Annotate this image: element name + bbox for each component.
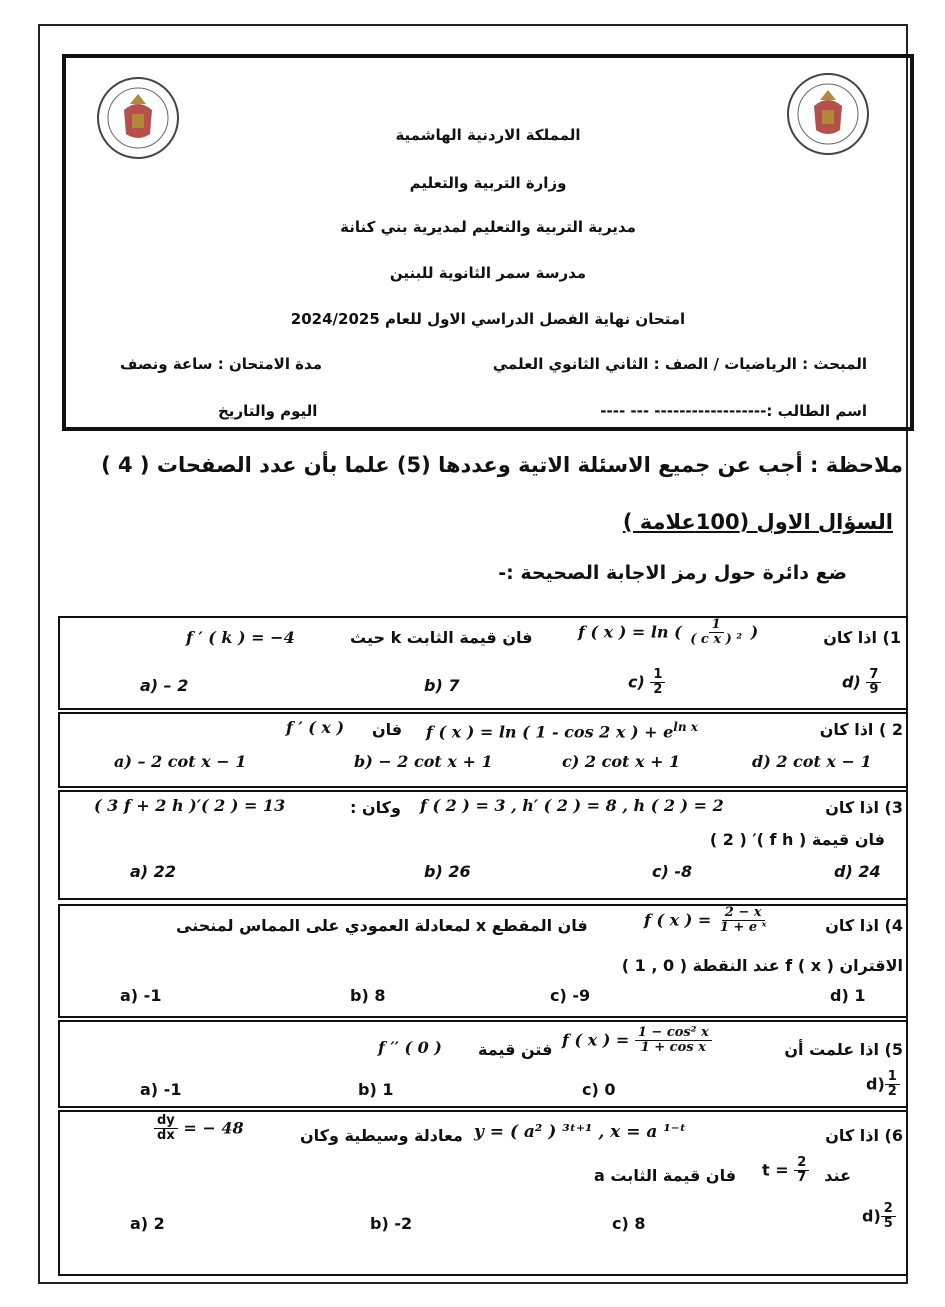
q6-option-d[interactable]: d) $\frac{2}{5}$ bbox=[862, 1202, 896, 1232]
q6-option-b[interactable]: b) -2 bbox=[370, 1214, 413, 1233]
q4-option-c[interactable]: c) -9 bbox=[550, 986, 591, 1005]
q2-text: فان bbox=[372, 720, 403, 739]
header-school: مدرسة سمر الثانوية للبنين bbox=[389, 264, 587, 282]
header-duration: مدة الامتحان : ساعة ونصف bbox=[120, 355, 322, 373]
q6-at: عند bbox=[824, 1166, 851, 1185]
q6-derivative: $\frac{dy}{dx}$ = − 48 bbox=[154, 1114, 244, 1144]
q4-option-d[interactable]: d) 1 bbox=[830, 986, 866, 1005]
q6-line2: فان قيمة الثابت a bbox=[594, 1166, 737, 1185]
q1-option-a[interactable]: a) – 2 bbox=[140, 676, 189, 695]
header-student-name: اسم الطالب :------------------ --- ---- bbox=[600, 402, 867, 420]
q6-t-value: t = $\frac{2}{7}$ bbox=[762, 1156, 809, 1186]
q6-option-c[interactable]: c) 8 bbox=[612, 1214, 646, 1233]
q5-option-b[interactable]: b) 1 bbox=[358, 1080, 394, 1099]
q6-equation: y = ( a² ) ³ᵗ⁺¹ , x = a ¹⁻ᵗ bbox=[474, 1122, 687, 1142]
q5-option-a[interactable]: a) -1 bbox=[140, 1080, 182, 1099]
header-exam-title: امتحان نهاية الفصل الدراسي الاول للعام 2024/2025 bbox=[290, 310, 686, 328]
exam-note: ملاحظة : أجب عن جميع الاسئلة الاتية وعددها (5) علما بأن عدد الصفحات ( 4 ) bbox=[101, 453, 903, 477]
q1-option-d[interactable]: d) $\frac{7}{9}$ bbox=[842, 668, 881, 698]
q5-intro: 5) اذا علمت أن bbox=[784, 1040, 903, 1059]
question-5-box bbox=[58, 1020, 908, 1108]
q1-function: f ( x ) = ln ( $\frac{1}{\text{( c x ) ²}}$ ) bbox=[578, 617, 759, 648]
q1-option-b[interactable]: b) 7 bbox=[424, 676, 460, 695]
q2-intro: 2 ) اذا كان bbox=[819, 720, 903, 739]
q6-option-a[interactable]: a) 2 bbox=[130, 1214, 165, 1233]
q3-text: وكان : bbox=[350, 798, 401, 817]
header-ministry: وزارة التربية والتعليم bbox=[409, 174, 567, 192]
q4-intro: 4) اذا كان bbox=[825, 916, 903, 935]
question-one-title: السؤال الاول (100علامة ) bbox=[622, 510, 893, 534]
q1-text: فان قيمة الثابت k حيث bbox=[350, 628, 533, 647]
q5-option-c[interactable]: c) 0 bbox=[582, 1080, 616, 1099]
q3-condition: ( 3 f + 2 h )′( 2 ) = 13 bbox=[94, 796, 286, 815]
ministry-seal-left-icon bbox=[96, 76, 180, 160]
q5-target: f ′′ ( 0 ) bbox=[378, 1038, 442, 1057]
q6-text: معادلة وسيطية وكان bbox=[300, 1126, 463, 1145]
q2-option-a[interactable]: a) – 2 cot x − 1 bbox=[114, 752, 247, 771]
q4-text: فان المقطع x لمعادلة العمودي على المماس لمنحنى bbox=[176, 916, 588, 935]
q4-option-b[interactable]: b) 8 bbox=[350, 986, 386, 1005]
q1-condition: f ′ ( k ) = −4 bbox=[186, 628, 295, 647]
instruction: ضع دائرة حول رمز الاجابة الصحيحة :- bbox=[498, 562, 847, 584]
header-day-date: اليوم والتاريخ bbox=[218, 402, 318, 420]
q4-line2: الاقتران f ( x ) عند النقطة ( 0 , 1 ) bbox=[621, 956, 903, 975]
q2-option-c[interactable]: c) 2 cot x + 1 bbox=[562, 752, 681, 771]
q1-option-c[interactable]: c) $\frac{1}{2}$ bbox=[628, 668, 665, 698]
q5-function: f ( x ) = $\frac{\text{1 − cos² x}}{\text{1 + cos x}}$ bbox=[562, 1026, 712, 1056]
q2-target: f ′ ( x ) bbox=[286, 718, 345, 737]
q3-option-c[interactable]: c) -8 bbox=[652, 862, 693, 881]
header-subject: المبحث : الرياضيات / الصف : الثاني الثانوي العلمي bbox=[492, 355, 867, 373]
q4-option-a[interactable]: a) -1 bbox=[120, 986, 162, 1005]
q2-function: f ( x ) = ln ( 1 - cos 2 x ) + $e^{ln x}$ bbox=[426, 720, 698, 742]
q3-line2: فان قيمة ( f h )′ ( 2 ) bbox=[709, 830, 885, 849]
q3-option-b[interactable]: b) 26 bbox=[424, 862, 471, 881]
header-kingdom: المملكة الاردنية الهاشمية bbox=[395, 126, 581, 144]
q5-option-d[interactable]: d) $\frac{1}{2}$ bbox=[866, 1070, 900, 1100]
q1-intro: 1) اذا كان bbox=[823, 628, 901, 647]
q3-option-d[interactable]: d) 24 bbox=[834, 862, 881, 881]
header-directorate: مديرية التربية والتعليم لمديرية بني كنانة bbox=[340, 218, 636, 236]
q3-intro: 3) اذا كان bbox=[825, 798, 903, 817]
q2-option-b[interactable]: b) − 2 cot x + 1 bbox=[354, 752, 493, 771]
q3-given: f ( 2 ) = 3 , h′ ( 2 ) = 8 , h ( 2 ) = 2 bbox=[420, 796, 724, 815]
q2-option-d[interactable]: d) 2 cot x − 1 bbox=[752, 752, 872, 771]
q3-option-a[interactable]: a) 22 bbox=[130, 862, 176, 881]
q5-text: فتن قيمة bbox=[478, 1040, 553, 1059]
q4-function: f ( x ) = $\frac{2 - x}{\text{1 + e ˣ}}$ bbox=[644, 905, 767, 936]
q6-intro: 6) اذا كان bbox=[825, 1126, 903, 1145]
